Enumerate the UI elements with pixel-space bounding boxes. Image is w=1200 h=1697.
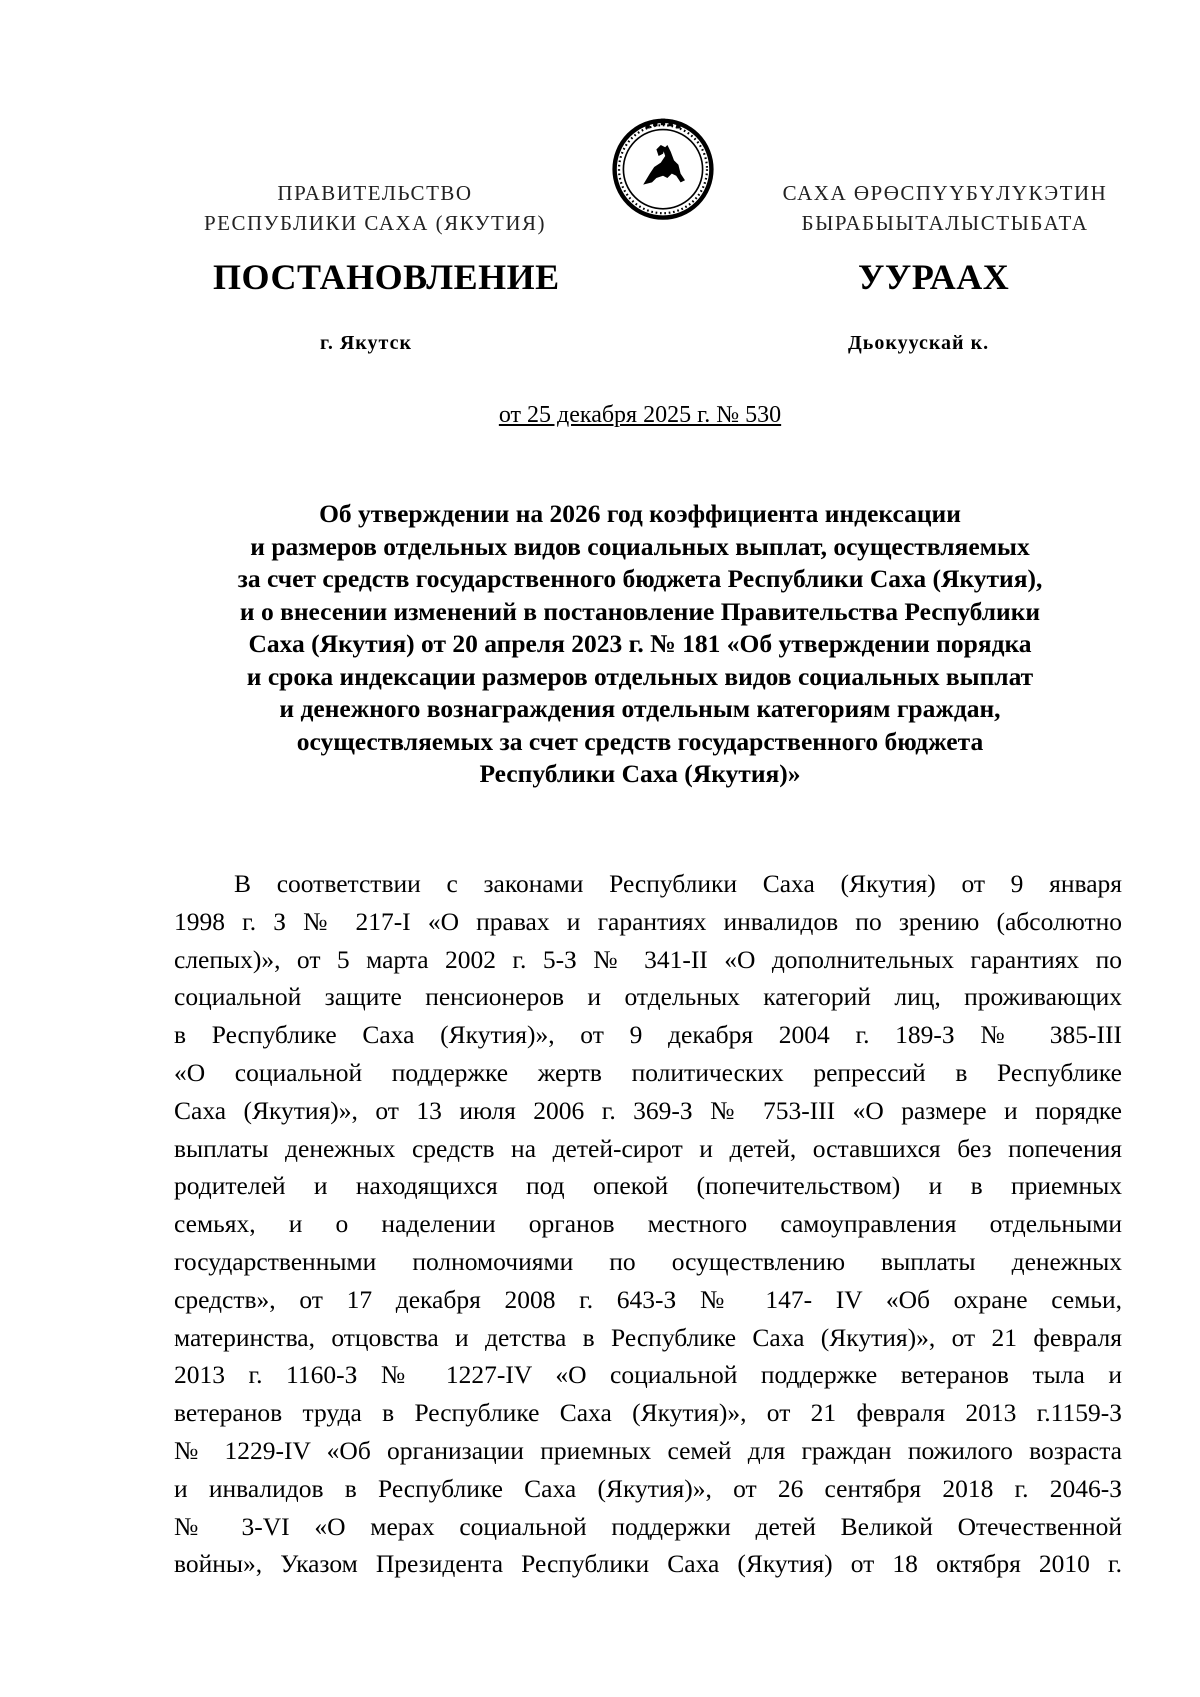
place-sakha: Дьокуускай к. — [848, 332, 990, 354]
body-line: родителей и находящихся под опекой (попечительством) и в приемных — [174, 1171, 1122, 1201]
doc-type-sakha: УУРААХ — [858, 257, 1010, 297]
title-line: и срока индексации размеров отдельных видов социальных выплат — [246, 661, 1034, 691]
body-line: слепых)», от 5 марта 2002 г. 5-З № 341-II «О дополнительных гарантиях по — [174, 944, 1122, 974]
title-line: за счет средств государственного бюджета Республики Саха (Якутия), — [237, 564, 1043, 593]
title-line: и о внесении изменений в постановление Правительства Республики — [239, 596, 1041, 626]
title-line: и размеров отдельных видов социальных выплат, осуществляемых — [250, 531, 1030, 561]
org-name-sakha — [735, 178, 1155, 238]
body-line: выплаты денежных средств на детей-сирот и детей, оставшихся без попечения — [174, 1133, 1122, 1163]
body-line: материнства, отцовства и детства в Республике Саха (Якутия)», от 21 февраля — [174, 1322, 1122, 1352]
title-line: Об утверждении на 2026 год коэффициента индексации — [319, 499, 961, 528]
body-line: «О социальной поддержке жертв политических репрессий в Республике — [174, 1057, 1122, 1087]
org-line: ПРАВИТЕЛЬСТВО — [277, 181, 473, 205]
body-line: 2013 г. 1160-З № 1227-IV «О социальной поддержке ветеранов тыла и — [174, 1360, 1122, 1390]
title-line: осуществляемых за счет средств государственного бюджета — [296, 726, 984, 756]
title-line: и денежного вознаграждения отдельным категориям граждан, — [279, 694, 1001, 723]
body-line: Саха (Якутия)», от 13 июля 2006 г. 369-З № 753-III «О размере и порядке — [174, 1095, 1122, 1125]
body-line: В соответствии с законами Республики Саха (Якутия) от 9 января — [234, 869, 1122, 898]
body-line: 1998 г. З № 217-I «О правах и гарантиях инвалидов по зрению (абсолютно — [174, 906, 1122, 936]
org-line: РЕСПУБЛИКИ САХА (ЯКУТИЯ) — [203, 211, 547, 235]
doc-type-russian: ПОСТАНОВЛЕНИЕ — [213, 257, 560, 297]
body-line: семьях, и о наделении органов местного самоуправления отдельными — [174, 1209, 1122, 1239]
org-name-russian — [165, 178, 585, 238]
body-line: № 1229-IV «Об организации приемных семей для граждан пожилого возраста — [174, 1435, 1122, 1465]
document-title — [150, 498, 1130, 791]
document-body — [174, 865, 1122, 1583]
body-line: социальной защите пенсионеров и отдельных категорий лиц, проживающих — [174, 982, 1122, 1012]
document-date-number: от 25 декабря 2025 г. № 530 — [498, 402, 782, 428]
body-line: в Республике Саха (Якутия)», от 9 декабря 2004 г. 189-З № 385-III — [174, 1020, 1122, 1050]
title-line: Саха (Якутия) от 20 апреля 2023 г. № 181 «Об утверждении порядка — [248, 629, 1032, 658]
org-line: САХА ӨРӨСПҮҮБҮЛҮКЭТИН — [782, 181, 1108, 205]
coat-of-arms-emblem — [608, 112, 718, 222]
title-line: Республики Саха (Якутия)» — [479, 759, 801, 788]
body-line: и инвалидов в Республике Саха (Якутия)», от 26 сентября 2018 г. 2046-З — [174, 1473, 1122, 1503]
body-line: ветеранов труда в Республике Саха (Якутия)», от 21 февраля 2013 г.1159-З — [174, 1398, 1122, 1428]
body-line: № 3-VI «О мерах социальной поддержки детей Великой Отечественной — [174, 1511, 1122, 1541]
body-line: средств», от 17 декабря 2008 г. 643-З № 147- IV «Об охране семьи, — [174, 1284, 1122, 1314]
body-line: государственными полномочиями по осуществлению выплаты денежных — [174, 1246, 1122, 1276]
place-russian: г. Якутск — [320, 332, 412, 354]
org-line: БЫРАБЫЫТАЛЫСТЫБАТА — [801, 211, 1089, 235]
body-line: войны», Указом Президента Республики Саха (Якутия) от 18 октября 2010 г. — [174, 1549, 1122, 1579]
